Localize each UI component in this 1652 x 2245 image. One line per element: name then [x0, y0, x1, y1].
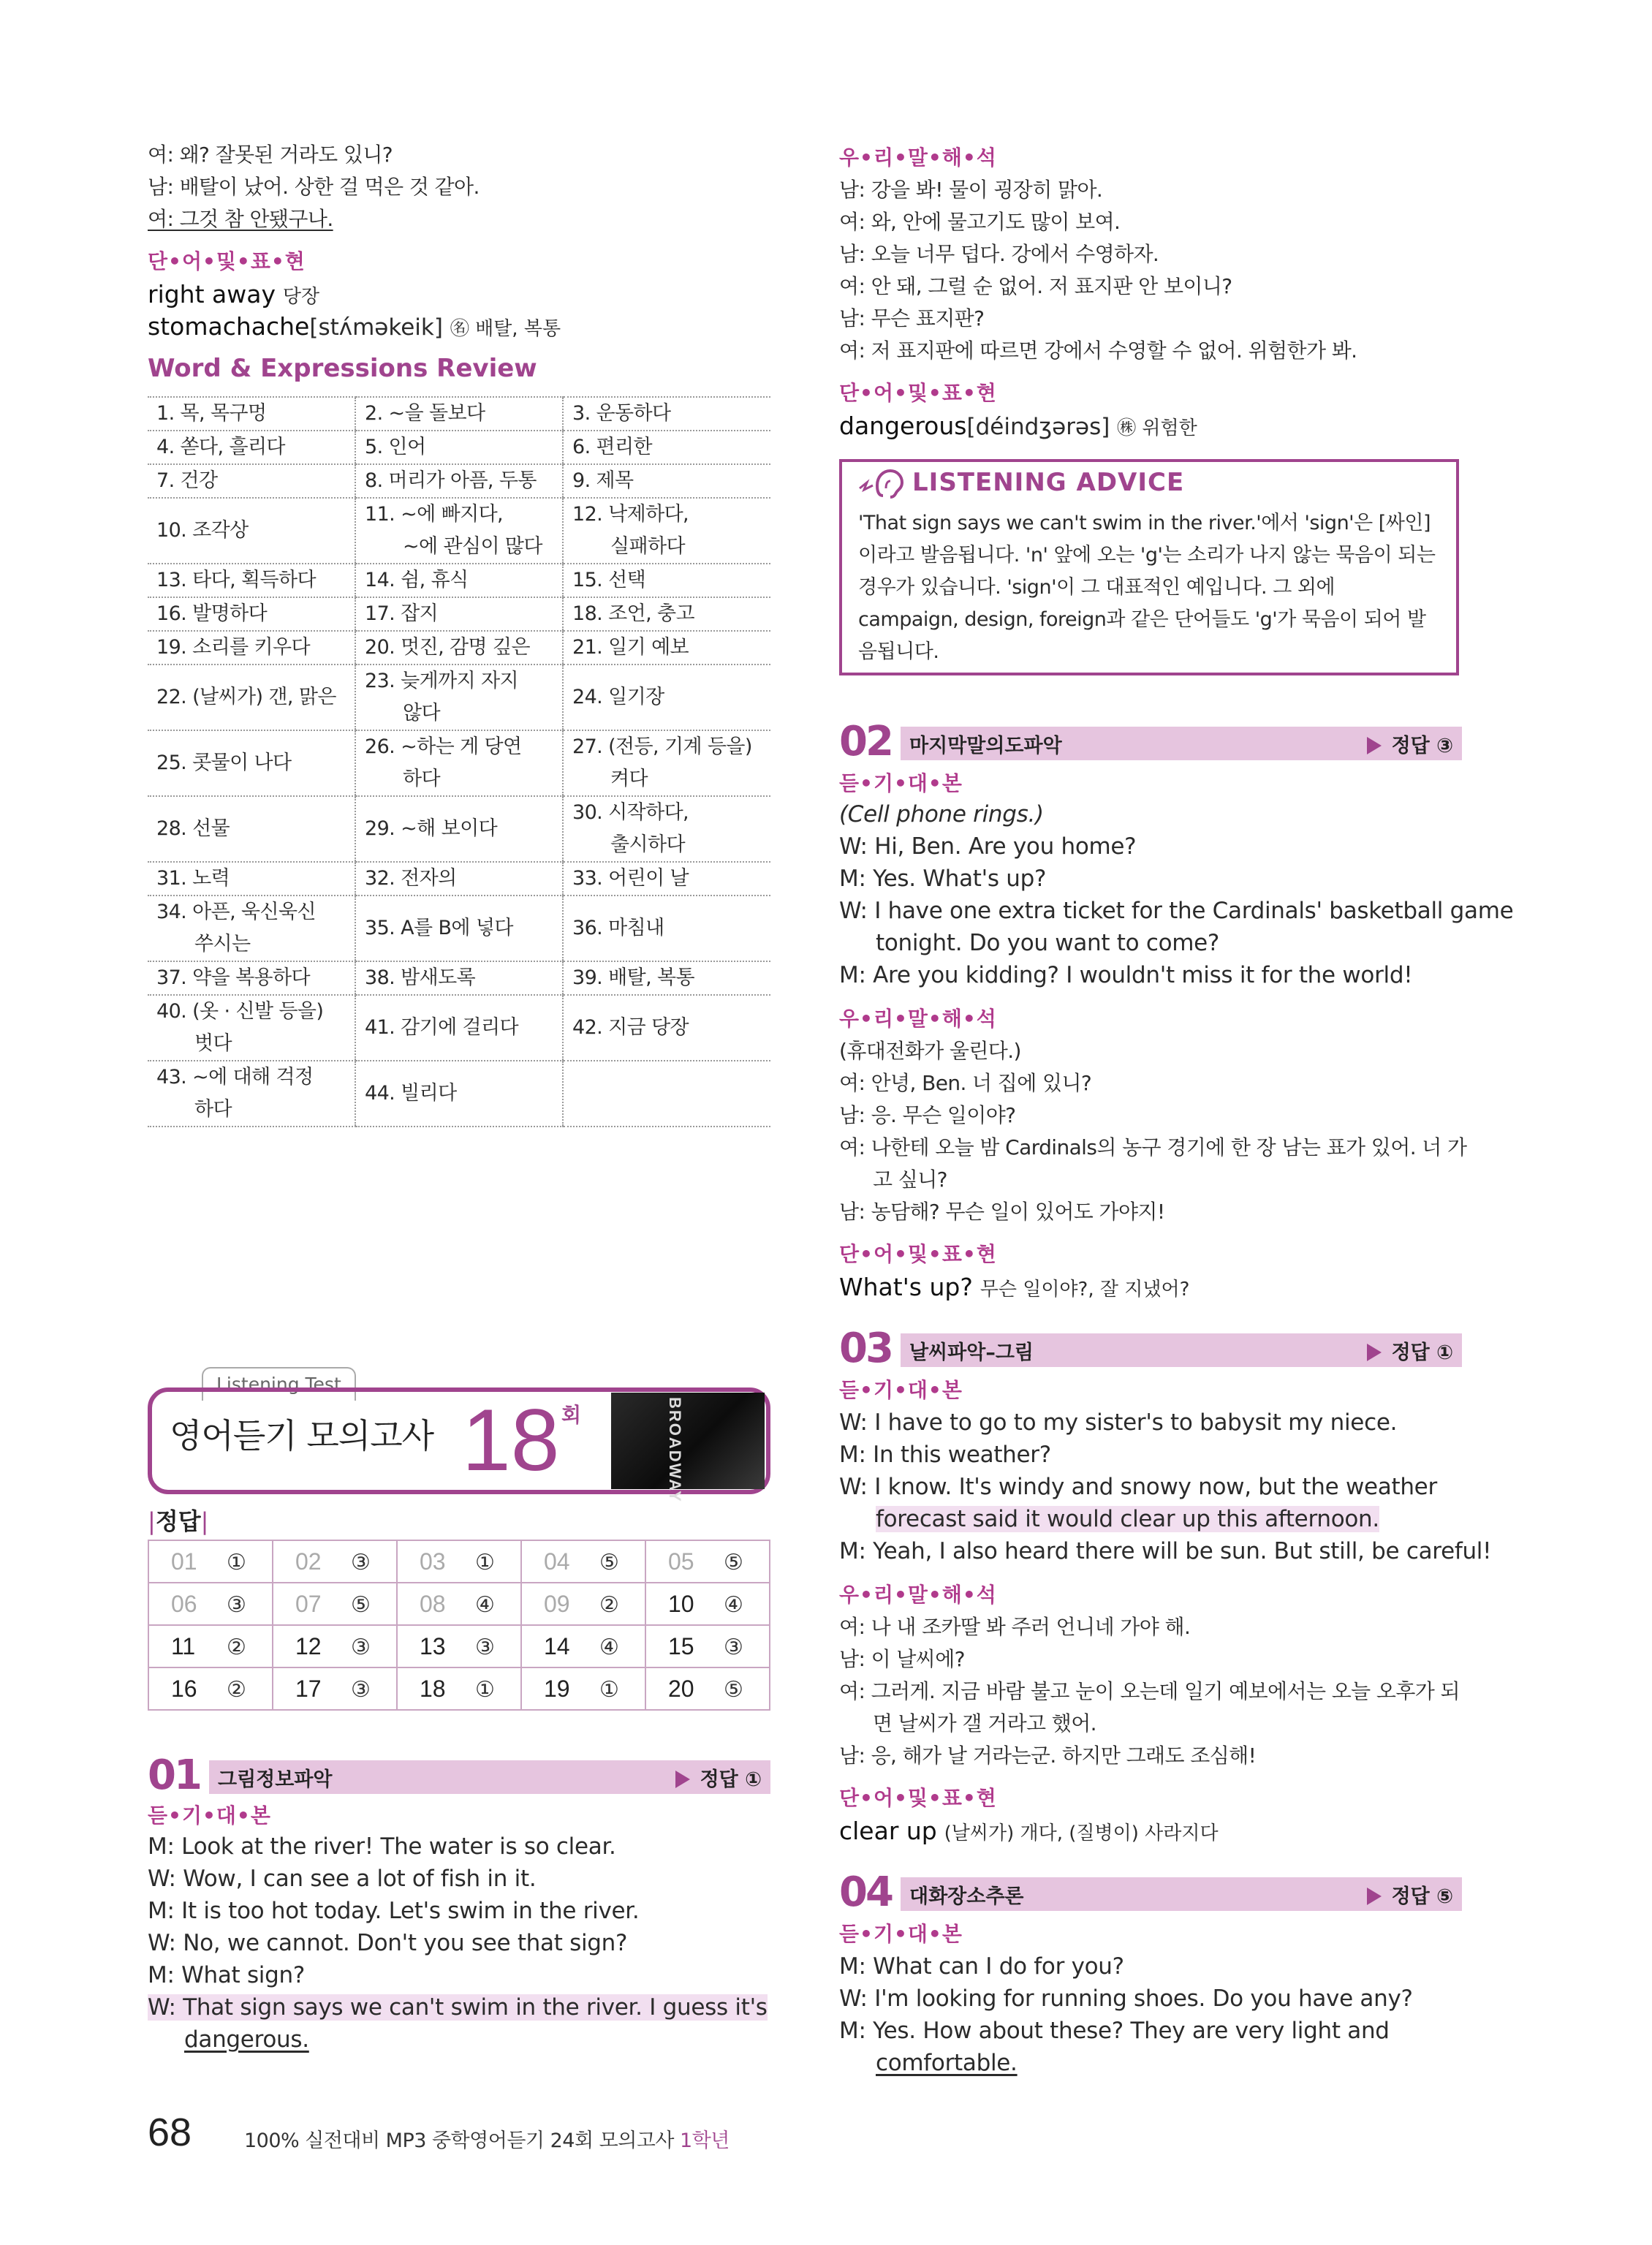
review-cell: [355, 730, 563, 796]
script-line: M: In this weather?: [839, 1442, 1051, 1468]
review-cell: [563, 896, 770, 961]
answer-cell: [397, 1583, 521, 1625]
review-row: [148, 631, 770, 665]
review-row: [148, 995, 770, 1061]
script-line: W: Wow, I can see a lot of fish in it.: [148, 1866, 537, 1892]
script-line: W: I have one extra ticket for the Cardinals' basketball game: [839, 898, 1514, 924]
answer-choice: ③: [227, 1592, 246, 1617]
triangle-icon: [1367, 737, 1382, 754]
translation-line: 남: 응, 해가 날 거라는군. 하지만 그래도 조심해!: [839, 1744, 1257, 1768]
review-cell: [355, 498, 563, 564]
section-answer: 정답 ③: [1367, 730, 1453, 758]
review-cell: [563, 796, 770, 862]
answer-choice: ⑤: [599, 1550, 619, 1575]
question-number: 02: [295, 1548, 322, 1575]
answer-cell: [273, 1583, 397, 1625]
section-bar: [209, 1760, 770, 1794]
answer-choice: ③: [351, 1677, 371, 1702]
question-number: 13: [420, 1632, 446, 1659]
section-answer: 정답 ⑤: [1367, 1880, 1453, 1909]
review-text: 15. 선택: [572, 569, 646, 591]
listening-advice-box: [839, 459, 1459, 675]
review-text: 17. 잡지: [365, 602, 439, 625]
section-number: 01: [148, 1752, 200, 1799]
answer-choice: ①: [475, 1550, 495, 1575]
question-number: 03: [420, 1548, 446, 1575]
answer-cell: [521, 1540, 645, 1583]
answer-cell: [645, 1625, 770, 1667]
translation-line: 여: 나한테 오늘 밤 Cardinals의 농구 경기에 한 장 남는 표가 있어. 너 가: [839, 1135, 1467, 1159]
answer-choice: ①: [227, 1550, 246, 1575]
section-bar: [901, 1877, 1462, 1911]
review-cell: [355, 796, 563, 862]
review-cell: [563, 862, 770, 896]
vocab-item: What's up? 무슨 일이야?, 잘 지냈어?: [839, 1273, 1190, 1301]
script-line: M: It is too hot today. Let's swim in the river.: [148, 1898, 640, 1924]
vocab-heading: 단•어•및•표•현: [839, 381, 997, 405]
review-cell: [355, 961, 563, 995]
answer-choice: ④: [599, 1635, 619, 1659]
translation-line: 여: 와, 안에 물고기도 많이 보여.: [839, 210, 1121, 234]
answer-cell: [148, 1625, 273, 1667]
answer-cell: [645, 1667, 770, 1710]
script-line: M: Yes. How about these? They are very light and: [839, 2018, 1390, 2044]
review-text: 44. 빌리다: [365, 1082, 457, 1105]
answer-choice: ①: [599, 1677, 619, 1702]
script-line: M: Are you kidding? I wouldn't miss it for the world!: [839, 962, 1413, 988]
review-text: 37. 약을 복용하다: [156, 966, 310, 989]
review-cell: [563, 1061, 770, 1127]
script-line: forecast said it would clear up this afternoon.: [876, 1506, 1379, 1532]
answer-cell: [397, 1625, 521, 1667]
answer-choice: ①: [475, 1677, 495, 1702]
question-number: 15: [668, 1632, 694, 1659]
vocab-heading: 단•어•및•표•현: [839, 1786, 997, 1810]
advice-line: campaign, design, foreign과 같은 단어들도 'g'가 묵음이 되어 발: [858, 608, 1426, 631]
section-title: 마지막말의도파악: [909, 735, 1062, 757]
vocab-heading: 단•어•및•표•현: [839, 1242, 997, 1266]
translation-line: 남: 응. 무슨 일이야?: [839, 1103, 1016, 1127]
section-bar: [901, 1333, 1462, 1367]
vocab-item: clear up (날씨가) 개다, (질병이) 사라지다: [839, 1817, 1219, 1845]
script-line: M: What can I do for you?: [839, 1953, 1124, 1980]
review-text: 32. 전자의: [365, 867, 457, 890]
review-text: 33. 어린이 날: [572, 867, 689, 890]
answer-cell: [521, 1625, 645, 1667]
review-cell: [148, 896, 355, 961]
review-text: 29. ~해 보이다: [365, 817, 498, 840]
script-heading: 듣•기•대•본: [839, 771, 963, 795]
section-answer: 정답 ①: [1367, 1336, 1453, 1365]
translation-line: 고 싶니?: [873, 1167, 947, 1192]
answer-choice: ②: [227, 1635, 246, 1659]
review-text: 35. A를 B에 넣다: [365, 917, 513, 939]
question-number: 14: [544, 1632, 570, 1659]
review-text: 34. 아픈, 욱신욱신: [156, 901, 316, 923]
review-text: 10. 조각상: [156, 519, 249, 542]
review-row: [148, 564, 770, 597]
section-number: 04: [839, 1869, 892, 1916]
translation-line: 면 날씨가 갤 거라고 했어.: [873, 1711, 1096, 1735]
review-text: 하다: [194, 1098, 232, 1121]
script-line: W: I have to go to my sister's to babysit my niece.: [839, 1409, 1398, 1436]
answer-choice: ④: [475, 1592, 495, 1617]
advice-title: LISTENING ADVICE: [912, 468, 1185, 497]
review-text: 않다: [403, 702, 440, 724]
review-text: 6. 편리한: [572, 436, 652, 458]
review-text: 31. 노력: [156, 867, 230, 890]
translation-line: 남: 이 날씨에?: [839, 1647, 965, 1671]
advice-line: 경우가 있습니다. 'sign'이 그 대표적인 예입니다. 그 외에: [858, 576, 1335, 599]
review-text: 43. ~에 대해 걱정: [156, 1066, 314, 1089]
answer-choice: ③: [351, 1550, 371, 1575]
review-text: 25. 콧물이 나다: [156, 752, 292, 774]
review-text: 벗다: [194, 1032, 232, 1055]
review-cell: [148, 564, 355, 597]
review-text: 28. 선물: [156, 817, 230, 840]
script-line: M: What sign?: [148, 1962, 305, 1988]
answer-row: [148, 1583, 770, 1625]
review-cell: [355, 397, 563, 431]
section-title: 날씨파악–그림: [909, 1341, 1034, 1364]
dialogue-line: 남: 배탈이 났어. 상한 걸 먹은 것 같아.: [148, 175, 480, 199]
review-row: [148, 796, 770, 862]
review-text: 3. 운동하다: [572, 402, 671, 425]
vocab-heading: 단•어•및•표•현: [148, 249, 306, 273]
answer-choice: ②: [599, 1592, 619, 1617]
test-number: 18: [462, 1391, 560, 1489]
review-text: 22. (날씨가) 갠, 맑은: [156, 686, 336, 708]
review-cell: [148, 796, 355, 862]
review-cell: [355, 431, 563, 464]
review-text: 42. 지금 당장: [572, 1016, 689, 1039]
review-cell: [355, 862, 563, 896]
review-text: 26. ~하는 게 당연: [365, 735, 522, 758]
question-number: 10: [668, 1590, 694, 1617]
section-01: [148, 1752, 770, 1799]
review-row: [148, 862, 770, 896]
review-title: Word & Expressions Review: [148, 354, 537, 383]
review-cell: [148, 631, 355, 665]
section-number: 02: [839, 718, 892, 765]
answer-cell: [645, 1583, 770, 1625]
triangle-icon: [1367, 1888, 1382, 1905]
script-line: W: I know. It's windy and snowy now, but the weather: [839, 1474, 1437, 1500]
answer-choice: ⑤: [351, 1592, 371, 1617]
answer-cell: [273, 1625, 397, 1667]
answer-cell: [397, 1540, 521, 1583]
script-line: (Cell phone rings.): [839, 801, 1044, 828]
advice-line: 이라고 발음됩니다. 'n' 앞에 오는 'g'는 소리가 나지 않는 묵음이 되는: [858, 544, 1436, 567]
review-text: 11. ~에 빠지다,: [365, 503, 504, 526]
translation-heading: 우•리•말•해•석: [839, 1007, 997, 1031]
answer-cell: [521, 1667, 645, 1710]
translation-heading: 우•리•말•해•석: [839, 145, 997, 170]
review-cell: [355, 464, 563, 498]
question-number: 07: [295, 1590, 322, 1617]
answer-cell: [148, 1667, 273, 1710]
answer-choice: ③: [475, 1635, 495, 1659]
review-cell: [563, 730, 770, 796]
script-line: M: Look at the river! The water is so clear.: [148, 1833, 616, 1860]
section-04: [839, 1869, 1462, 1916]
script-line: W: That sign says we can't swim in the river. I guess it's: [148, 1994, 768, 2021]
review-text: ~에 관심이 많다: [403, 535, 542, 558]
answer-cell: [521, 1583, 645, 1625]
review-row: [148, 665, 770, 730]
review-row: [148, 464, 770, 498]
page-number: 68: [148, 2110, 192, 2154]
review-text: 13. 타다, 획득하다: [156, 569, 316, 591]
review-text: 18. 조언, 충고: [572, 602, 695, 625]
test-title: 영어듣기 모의고사: [170, 1416, 434, 1455]
review-text: 9. 제목: [572, 469, 634, 492]
translation-line: 여: 나 내 조카딸 봐 주러 언니네 가야 해.: [839, 1615, 1191, 1639]
review-text: 5. 인어: [365, 436, 426, 458]
vocab-item: stomachache[stʌ́məkeik] ㊔ 배탈, 복통: [148, 312, 561, 341]
question-number: 06: [171, 1590, 197, 1617]
question-number: 16: [171, 1675, 197, 1702]
question-number: 04: [544, 1548, 570, 1575]
translation-line: 남: 농담해? 무슨 일이 있어도 가야지!: [839, 1200, 1165, 1224]
script-line: dangerous.: [184, 2026, 309, 2053]
translation-line: 여: 안녕, Ben. 너 집에 있니?: [839, 1071, 1092, 1095]
section-number: 03: [839, 1325, 892, 1372]
answer-row: [148, 1625, 770, 1667]
script-line: M: Yeah, I also heard there will be sun. But still, be careful!: [839, 1538, 1492, 1564]
review-cell: [563, 995, 770, 1061]
question-number: 09: [544, 1590, 570, 1617]
review-cell: [148, 995, 355, 1061]
script-heading: 듣•기•대•본: [839, 1378, 963, 1402]
review-text: 39. 배탈, 복통: [572, 966, 695, 989]
review-row: [148, 730, 770, 796]
review-text: 23. 늦게까지 자지: [365, 670, 518, 692]
translation-line: 여: 그러게. 지금 바람 불고 눈이 오는데 일기 예보에서는 오늘 오후가 되: [839, 1679, 1460, 1703]
review-cell: [148, 862, 355, 896]
review-row: [148, 597, 770, 631]
review-cell: [563, 665, 770, 730]
review-cell: [355, 896, 563, 961]
section-answer: 정답 ①: [675, 1763, 762, 1792]
question-number: 18: [420, 1675, 446, 1702]
review-row: [148, 431, 770, 464]
review-cell: [563, 961, 770, 995]
dialogue-line: 여: 그것 참 안됐구나.: [148, 207, 333, 231]
script-line: comfortable.: [876, 2050, 1018, 2076]
review-text: 8. 머리가 아픔, 두통: [365, 469, 537, 492]
review-cell: [355, 665, 563, 730]
answer-table: [148, 1540, 770, 1711]
answer-choice: ②: [227, 1677, 246, 1702]
review-cell: [355, 1061, 563, 1127]
script-line: W: Hi, Ben. Are you home?: [839, 833, 1137, 860]
script-line: tonight. Do you want to come?: [876, 930, 1220, 956]
review-text: 켜다: [610, 768, 648, 790]
review-text: 36. 마침내: [572, 917, 664, 939]
section-title: 대화장소추론: [909, 1885, 1024, 1908]
question-number: 17: [295, 1675, 322, 1702]
review-text: 20. 멋진, 감명 깊은: [365, 636, 530, 659]
review-text: 1. 목, 목구멍: [156, 402, 267, 425]
review-cell: [563, 397, 770, 431]
advice-line: 음됩니다.: [858, 640, 939, 663]
listening-test-tab: Listening Test: [202, 1367, 356, 1401]
footer-title: 100% 실전대비 MP3 중학영어듣기 24회 모의고사 1학년: [244, 2129, 730, 2152]
review-text: 41. 감기에 걸리다: [365, 1016, 518, 1039]
review-cell: [563, 498, 770, 564]
review-text: 19. 소리를 키우다: [156, 636, 310, 659]
triangle-icon: [675, 1771, 690, 1788]
section-02: [839, 718, 1462, 765]
review-text: 쑤시는: [194, 933, 251, 955]
review-row: [148, 961, 770, 995]
test-suffix: 회: [561, 1403, 582, 1427]
answer-choice: ⑤: [724, 1677, 743, 1702]
vocab-item: dangerous[déindʒərəs] ㊑ 위험한: [839, 412, 1197, 440]
question-number: 19: [544, 1675, 570, 1702]
answer-choice: ④: [724, 1592, 743, 1617]
vocab-item: right away 당장: [148, 280, 320, 308]
review-cell: [563, 564, 770, 597]
advice-line: 'That sign says we can't swim in the river.'에서 'sign'은 [싸인]: [858, 512, 1431, 534]
review-cell: [563, 431, 770, 464]
translation-line: 남: 무슨 표지판?: [839, 306, 985, 330]
script-line: W: No, we cannot. Don't you see that sign?: [148, 1930, 628, 1956]
review-cell: [563, 631, 770, 665]
review-cell: [148, 464, 355, 498]
question-number: 01: [171, 1548, 197, 1575]
review-cell: [148, 597, 355, 631]
review-table: [148, 396, 770, 1127]
answer-cell: [273, 1540, 397, 1583]
answer-choice: ③: [351, 1635, 371, 1659]
review-text: 40. (옷 · 신발 등을): [156, 1000, 324, 1023]
section-03: [839, 1325, 1462, 1372]
review-text: 24. 일기장: [572, 686, 664, 708]
triangle-icon: [1367, 1344, 1382, 1361]
review-text: 21. 일기 예보: [572, 636, 689, 659]
script-heading: 듣•기•대•본: [839, 1922, 963, 1946]
review-text: 하다: [403, 768, 440, 790]
script-line: W: I'm looking for running shoes. Do you have any?: [839, 1985, 1413, 2012]
review-cell: [148, 498, 355, 564]
translation-line: 여: 저 표지판에 따르면 강에서 수영할 수 없어. 위험한가 봐.: [839, 338, 1357, 363]
review-cell: [148, 665, 355, 730]
translation-line: 남: 오늘 너무 덥다. 강에서 수영하자.: [839, 242, 1159, 266]
review-cell: [148, 431, 355, 464]
answer-cell: [148, 1540, 273, 1583]
review-cell: [563, 597, 770, 631]
review-cell: [148, 1061, 355, 1127]
review-text: 30. 시작하다,: [572, 801, 689, 824]
dialogue-line: 여: 왜? 잘못된 거라도 있니?: [148, 143, 393, 167]
answer-cell: [148, 1583, 273, 1625]
script-heading: 듣•기•대•본: [148, 1803, 271, 1828]
script-line: M: Yes. What's up?: [839, 866, 1047, 892]
answer-choice: ③: [724, 1635, 743, 1659]
question-number: 20: [668, 1675, 694, 1702]
review-text: 실패하다: [610, 535, 685, 558]
review-text: 2. ~을 돌보다: [365, 402, 485, 425]
translation-heading: 우•리•말•해•석: [839, 1583, 997, 1607]
review-text: 38. 밤새도록: [365, 966, 476, 989]
review-row: [148, 1061, 770, 1127]
translation-line: 여: 안 돼, 그럴 순 없어. 저 표지판 안 보이니?: [839, 274, 1232, 298]
review-text: 12. 낙제하다,: [572, 503, 689, 526]
section-bar: [901, 727, 1462, 760]
answer-cell: [397, 1667, 521, 1710]
question-number: 11: [171, 1632, 196, 1659]
question-number: 05: [668, 1548, 694, 1575]
review-row: [148, 498, 770, 564]
review-cell: [355, 995, 563, 1061]
review-text: 7. 건강: [156, 469, 218, 492]
review-row: [148, 397, 770, 431]
review-text: 14. 쉼, 휴식: [365, 569, 469, 591]
section-title: 그림정보파악: [218, 1768, 333, 1791]
review-cell: [148, 397, 355, 431]
review-cell: [355, 564, 563, 597]
answer-cell: [645, 1540, 770, 1583]
translation-line: (휴대전화가 울린다.): [839, 1039, 1021, 1063]
translation-line: 남: 강을 봐! 물이 굉장히 맑아.: [839, 178, 1103, 202]
question-number: 08: [420, 1590, 446, 1617]
review-text: 4. 쏟다, 흘리다: [156, 436, 285, 458]
review-text: 출시하다: [610, 833, 685, 856]
answer-row: [148, 1667, 770, 1710]
ear-icon: [854, 466, 906, 504]
review-cell: [148, 730, 355, 796]
broadway-image: BROADWAY: [611, 1393, 765, 1489]
review-text: 27. (전등, 기계 등을): [572, 735, 752, 758]
review-cell: [148, 961, 355, 995]
answer-choice: ⑤: [724, 1550, 743, 1575]
answer-row: [148, 1540, 770, 1583]
answer-cell: [273, 1667, 397, 1710]
answer-label: |정답|: [148, 1507, 209, 1535]
review-text: 16. 발명하다: [156, 602, 268, 625]
review-cell: [355, 597, 563, 631]
review-cell: [355, 631, 563, 665]
question-number: 12: [295, 1632, 322, 1659]
review-cell: [563, 464, 770, 498]
review-row: [148, 896, 770, 961]
